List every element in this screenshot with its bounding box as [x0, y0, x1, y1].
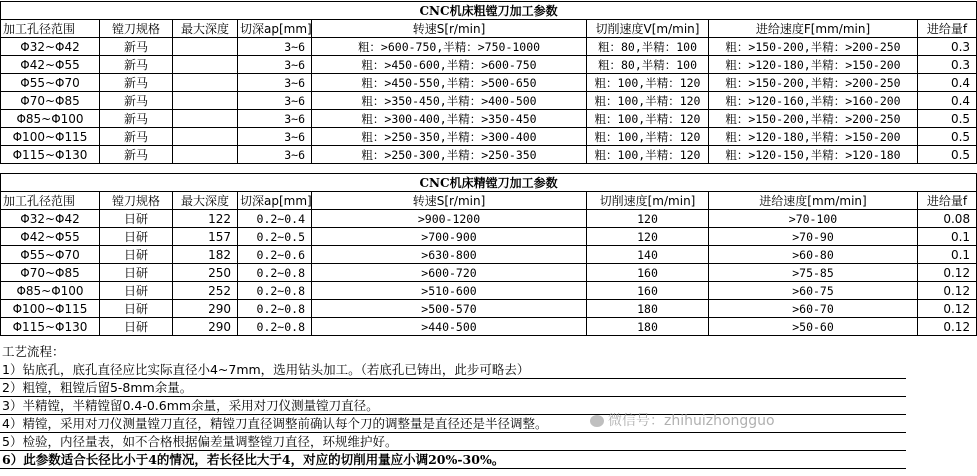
- rough-header-cell: 切削速度V[m/min]: [587, 20, 709, 38]
- fine-cell: Φ100~Φ115: [1, 300, 100, 318]
- table-row: [1, 56, 977, 74]
- rough-cell: 粗：>120-150,半精：>120-180: [709, 146, 918, 164]
- fine-cell: 日研: [100, 228, 173, 246]
- rough-cell: [173, 56, 238, 74]
- fine-cell: 290: [173, 300, 238, 318]
- process-step-2: 2）粗镗，粗镗后留5-8mm余量。: [0, 379, 906, 397]
- rough-cell: Φ32~Φ42: [1, 38, 100, 56]
- rough-cell: [173, 110, 238, 128]
- fine-cell: 日研: [100, 246, 173, 264]
- process-step-5: 5）检验，内径量表，如不合格根据偏差量调整镗刀直径，环规维护好。: [0, 433, 906, 451]
- table-row: [1, 146, 977, 164]
- rough-header-cell: 切深ap[mm]: [238, 20, 312, 38]
- rough-cell: 粗：>120-180,半精：>150-200: [709, 56, 918, 74]
- fine-cell: 290: [173, 318, 238, 336]
- rough-cell: 0.4: [918, 92, 977, 110]
- fine-cell: 0.2~0.5: [238, 228, 312, 246]
- rough-cell: 粗：100,半精：120: [587, 146, 709, 164]
- fine-cell: 0.2~0.4: [238, 210, 312, 228]
- rough-header-cell: 镗刀规格: [100, 20, 173, 38]
- fine-cell: >440-500: [312, 318, 587, 336]
- rough-cell: Φ85~Φ100: [1, 110, 100, 128]
- fine-cell: 140: [587, 246, 709, 264]
- process-heading: 工艺流程：: [2, 344, 65, 359]
- rough-header-cell: 最大深度: [173, 20, 238, 38]
- fine-cell: 0.2~0.8: [238, 282, 312, 300]
- fine-cell: Φ115~Φ130: [1, 318, 100, 336]
- fine-cell: 0.1: [918, 228, 977, 246]
- fine-cell: >60-70: [709, 300, 918, 318]
- rough-cell: 粗：>250-300,半精：>250-350: [312, 146, 587, 164]
- table-row: [1, 210, 977, 228]
- process-step-1: 1）钻底孔，底孔直径应比实际直径小4~7mm，选用钻头加工。（若底孔已铸出，此步可略去）: [0, 361, 906, 379]
- rough-cell: 粗：>600-750,半精：>750-1000: [312, 38, 587, 56]
- rough-cell: 0.5: [918, 128, 977, 146]
- fine-cell: 0.12: [918, 318, 977, 336]
- rough-cell: 新马: [100, 128, 173, 146]
- rough-cell: 新马: [100, 146, 173, 164]
- rough-table-title: CNC机床粗镗刀加工参数: [1, 2, 977, 20]
- rough-cell: 粗：>150-200,半精：>200-250: [709, 74, 918, 92]
- fine-cell: 250: [173, 264, 238, 282]
- rough-header-cell: 转速S[r/min]: [312, 20, 587, 38]
- process-step-6: 6）此参数适合长径比小于4的情况，若长径比大于4，对应的切削用量应小调20%-30%。: [0, 451, 906, 469]
- fine-cell: 0.12: [918, 264, 977, 282]
- fine-cell: >600-720: [312, 264, 587, 282]
- rough-cell: 粗：100,半精：120: [587, 110, 709, 128]
- fine-cell: >700-900: [312, 228, 587, 246]
- fine-cell: >900-1200: [312, 210, 587, 228]
- fine-cell: 252: [173, 282, 238, 300]
- fine-cell: 160: [587, 264, 709, 282]
- rough-cell: 粗：>120-160,半精：>160-200: [709, 92, 918, 110]
- process-flow: [0, 343, 906, 469]
- rough-cell: 0.5: [918, 110, 977, 128]
- fine-header-cell: 镗刀规格: [100, 192, 173, 210]
- rough-cell: 粗：>300-400,半精：>350-450: [312, 110, 587, 128]
- rough-cell: 粗：>250-350,半精：>300-400: [312, 128, 587, 146]
- table-row: [1, 38, 977, 56]
- rough-cell: 粗：>450-600,半精：>600-750: [312, 56, 587, 74]
- rough-cell: 粗：>150-200,半精：>200-250: [709, 38, 918, 56]
- fine-cell: >60-75: [709, 282, 918, 300]
- rough-boring-body: [1, 2, 977, 164]
- rough-cell: Φ115~Φ130: [1, 146, 100, 164]
- rough-cell: 3~6: [238, 74, 312, 92]
- rough-boring-table: [0, 1, 977, 164]
- rough-header-cell: 进给速度F[mm/min]: [709, 20, 918, 38]
- rough-cell: Φ100~Φ115: [1, 128, 100, 146]
- table-row: [1, 264, 977, 282]
- rough-cell: 3~6: [238, 128, 312, 146]
- rough-cell: 粗：100,半精：120: [587, 128, 709, 146]
- fine-cell: Φ55~Φ70: [1, 246, 100, 264]
- fine-cell: 160: [587, 282, 709, 300]
- fine-cell: >630-800: [312, 246, 587, 264]
- rough-cell: 3~6: [238, 146, 312, 164]
- fine-cell: >70-100: [709, 210, 918, 228]
- fine-cell: 120: [587, 228, 709, 246]
- fine-table-title: CNC机床精镗刀加工参数: [1, 174, 977, 192]
- rough-cell: 粗：>350-450,半精：>400-500: [312, 92, 587, 110]
- fine-cell: Φ85~Φ100: [1, 282, 100, 300]
- fine-cell: 122: [173, 210, 238, 228]
- fine-header-cell: 切削速度[m/min]: [587, 192, 709, 210]
- rough-cell: 0.5: [918, 146, 977, 164]
- fine-cell: 0.2~0.6: [238, 246, 312, 264]
- rough-cell: 粗：>120-180,半精：>150-200: [709, 128, 918, 146]
- fine-header-cell: 进给量f: [918, 192, 977, 210]
- fine-cell: >500-570: [312, 300, 587, 318]
- fine-header-cell: 切深ap[mm]: [238, 192, 312, 210]
- fine-cell: 日研: [100, 282, 173, 300]
- fine-cell: >510-600: [312, 282, 587, 300]
- rough-cell: 0.4: [918, 74, 977, 92]
- rough-cell: 0.3: [918, 56, 977, 74]
- rough-cell: 粗：>450-550,半精：>500-650: [312, 74, 587, 92]
- fine-cell: >60-80: [709, 246, 918, 264]
- fine-header-cell: 进给速度[mm/min]: [709, 192, 918, 210]
- rough-cell: 3~6: [238, 38, 312, 56]
- rough-header-cell: 进给量f: [918, 20, 977, 38]
- rough-cell: 粗：80,半精：100: [587, 38, 709, 56]
- rough-cell: [173, 92, 238, 110]
- table-row: [1, 246, 977, 264]
- fine-cell: 120: [587, 210, 709, 228]
- fine-boring-body: [1, 174, 977, 336]
- fine-cell: 0.12: [918, 300, 977, 318]
- rough-cell: 新马: [100, 56, 173, 74]
- fine-cell: 日研: [100, 318, 173, 336]
- fine-cell: 182: [173, 246, 238, 264]
- rough-cell: [173, 128, 238, 146]
- rough-cell: [173, 146, 238, 164]
- fine-cell: 日研: [100, 264, 173, 282]
- fine-cell: 0.1: [918, 246, 977, 264]
- rough-cell: Φ70~Φ85: [1, 92, 100, 110]
- table-row: [1, 228, 977, 246]
- fine-cell: Φ42~Φ55: [1, 228, 100, 246]
- table-row: [1, 282, 977, 300]
- fine-cell: >50-60: [709, 318, 918, 336]
- fine-cell: 0.08: [918, 210, 977, 228]
- table-row: [1, 110, 977, 128]
- fine-cell: 180: [587, 300, 709, 318]
- rough-cell: Φ55~Φ70: [1, 74, 100, 92]
- process-step-3: 3）半精镗，半精镗留0.4-0.6mm余量，采用对刀仪测量镗刀直径。: [0, 397, 906, 415]
- rough-cell: 新马: [100, 110, 173, 128]
- rough-cell: 新马: [100, 38, 173, 56]
- fine-cell: >75-85: [709, 264, 918, 282]
- fine-cell: 0.2~0.8: [238, 264, 312, 282]
- fine-cell: 0.12: [918, 282, 977, 300]
- process-step-4: 4）精镗，采用对刀仪测量镗刀直径，精镗刀直径调整前确认每个刀的调整量是直径还是半径调整。: [0, 415, 906, 433]
- fine-header-cell: 最大深度: [173, 192, 238, 210]
- fine-cell: 日研: [100, 210, 173, 228]
- rough-cell: [173, 38, 238, 56]
- fine-cell: 日研: [100, 300, 173, 318]
- rough-cell: 新马: [100, 92, 173, 110]
- fine-header-row: [1, 192, 977, 210]
- table-row: [1, 300, 977, 318]
- watermark-text: 微信号：zhihuizhongguo: [608, 413, 775, 429]
- rough-cell: 粗：100,半精：120: [587, 92, 709, 110]
- rough-cell: 3~6: [238, 110, 312, 128]
- rough-cell: [173, 74, 238, 92]
- table-row: [1, 318, 977, 336]
- rough-cell: 3~6: [238, 56, 312, 74]
- fine-header-cell: 转速S[r/min]: [312, 192, 587, 210]
- fine-cell: 180: [587, 318, 709, 336]
- fine-cell: >70-90: [709, 228, 918, 246]
- table-row: [1, 74, 977, 92]
- fine-cell: 157: [173, 228, 238, 246]
- rough-cell: 粗：>150-200,半精：>200-250: [709, 110, 918, 128]
- fine-header-cell: 加工孔径范围: [1, 192, 100, 210]
- rough-header-cell: 加工孔径范围: [1, 20, 100, 38]
- rough-cell: Φ42~Φ55: [1, 56, 100, 74]
- fine-cell: Φ32~Φ42: [1, 210, 100, 228]
- fine-cell: 0.2~0.8: [238, 300, 312, 318]
- rough-cell: 0.3: [918, 38, 977, 56]
- rough-cell: 新马: [100, 74, 173, 92]
- rough-cell: 粗：80,半精：100: [587, 56, 709, 74]
- table-row: [1, 92, 977, 110]
- fine-boring-table: [0, 173, 977, 336]
- fine-cell: 0.2~0.8: [238, 318, 312, 336]
- rough-header-row: [1, 20, 977, 38]
- rough-cell: 粗：100,半精：120: [587, 74, 709, 92]
- table-row: [1, 128, 977, 146]
- rough-cell: 3~6: [238, 92, 312, 110]
- fine-cell: Φ70~Φ85: [1, 264, 100, 282]
